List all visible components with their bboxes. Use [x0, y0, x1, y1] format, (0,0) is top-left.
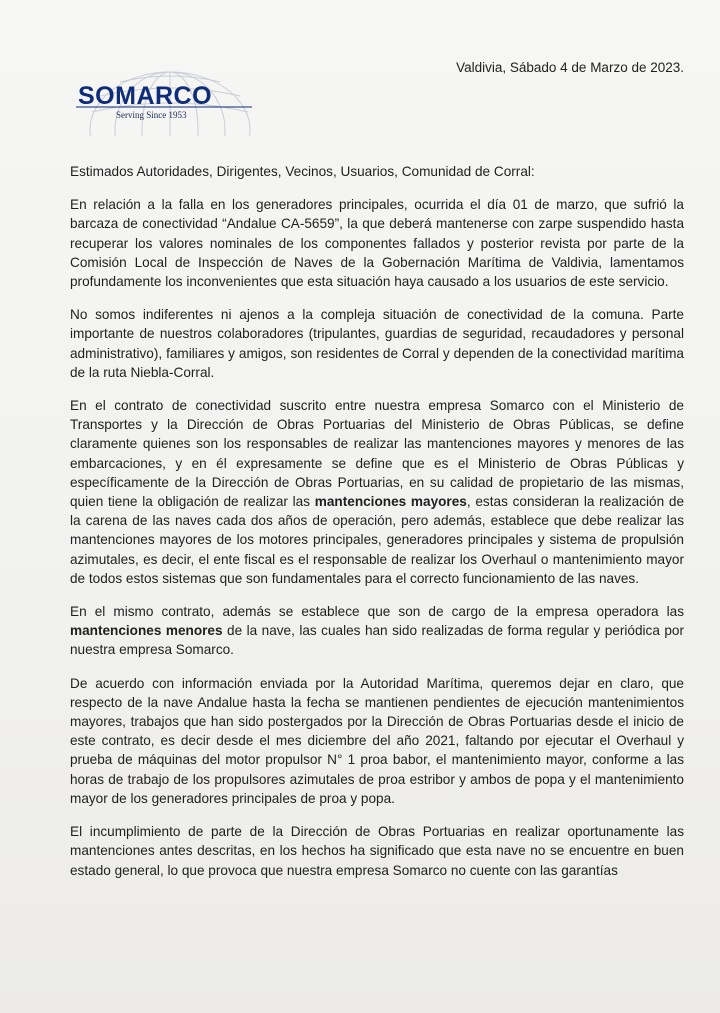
- letter-body: [70, 162, 684, 894]
- paragraph-3-bold: mantenciones mayores: [314, 494, 467, 510]
- salutation: Estimados Autoridades, Dirigentes, Vecinos, Usuarios, Comunidad de Corral:: [70, 164, 535, 179]
- paragraph-3-text-b: , estas consideran la realización de la carena de las naves cada dos años de operación, pero además, establece que debe realizar las mantenciones mayores de los motores principales, generadores principales y sistema de propulsión azimutales, es decir, el ente fiscal es el responsable de realizar los Overhaul o mantenimiento mayor de todos estos sistemas que son fundamentales para el correcto funcionamiento de las naves.: [70, 494, 685, 586]
- paragraph-3: [70, 396, 684, 588]
- letter-date: Valdivia, Sábado 4 de Marzo de 2023.: [456, 60, 684, 75]
- logo-wordmark: SOMARCO: [78, 82, 213, 110]
- paragraph-3-text-a: En el contrato de conectividad suscrito entre nuestra empresa Somarco con el Ministerio de Transportes y la Dirección de Obras Portuarias del Ministerio de Obras Públicas, se define claramente quienes son los responsables de realizar las mantenciones mayores y menores de las embarcaciones, y en él expresamente se define que es el Ministerio de Obras Públicas y específicamente de la Dirección de Obras Portuarias, en su calidad de propietario de las mismas, quien tiene la obligación de realizar las: [70, 398, 684, 510]
- paragraph-4: [70, 602, 684, 660]
- paragraph-4-text-b: de la nave, las cuales han sido realizadas de forma regular y periódica por nuestra empresa Somarco.: [70, 623, 685, 658]
- company-logo: [70, 60, 260, 136]
- paragraph-5: De acuerdo con información enviada por la Autoridad Marítima, queremos dejar en claro, que respecto de la nave Andalue hasta la fecha se mantienen pendientes de ejecución mantenimientos mayores, trabajos que han sido postergados por la Dirección de Obras Portuarias desde el inicio de este contrato, es decir desde el mes diciembre del año 2021, faltando por ejecutar el Overhaul y prueba de máquinas del motor propulsor N° 1 proa babor, el mantenimiento mayor, conforme a las horas de trabajo de los propulsores azimutales de proa estribor y ambos de popa y el mantenimiento mayor de los generadores principales de proa y popa.: [70, 675, 684, 806]
- paragraph-4-text-a: En el mismo contrato, además se establece que son de cargo de la empresa operadora las: [70, 604, 684, 620]
- paragraph-1: En relación a la falla en los generadores principales, ocurrida el día 01 de marzo, que sufrió la barcaza de conectividad “Andalue CA-5659”, la que deberá mantenerse con zarpe suspendido hasta recuperar los valores nominales de los componentes fallados y posterior revista por parte de la Comisión Local de Inspección de Naves de la Gobernación Marítima de Valdivia, lamentamos profundamente los inconvenientes que esta situación haya causado a los usuarios de este servicio.: [70, 197, 684, 290]
- paragraph-2: No somos indiferentes ni ajenos a la compleja situación de conectividad de la comuna. Parte importante de nuestros colaboradores (tripulantes, guardias de seguridad, recaudadores y personal administrativo), familiares y amigos, son residentes de Corral y dependen de la conectividad marítima de la ruta Niebla-Corral.: [70, 307, 684, 380]
- paragraph-6: El incumplimiento de parte de la Dirección de Obras Portuarias en realizar oportunamente las mantenciones antes descritas, en los hechos ha significado que esta nave no se encuentre en buen estado general, lo que provoca que nuestra empresa Somarco no cuente con las garantías: [70, 824, 684, 878]
- paragraph-4-bold: mantenciones menores: [70, 623, 223, 639]
- logo-tagline: Serving Since 1953: [116, 110, 187, 120]
